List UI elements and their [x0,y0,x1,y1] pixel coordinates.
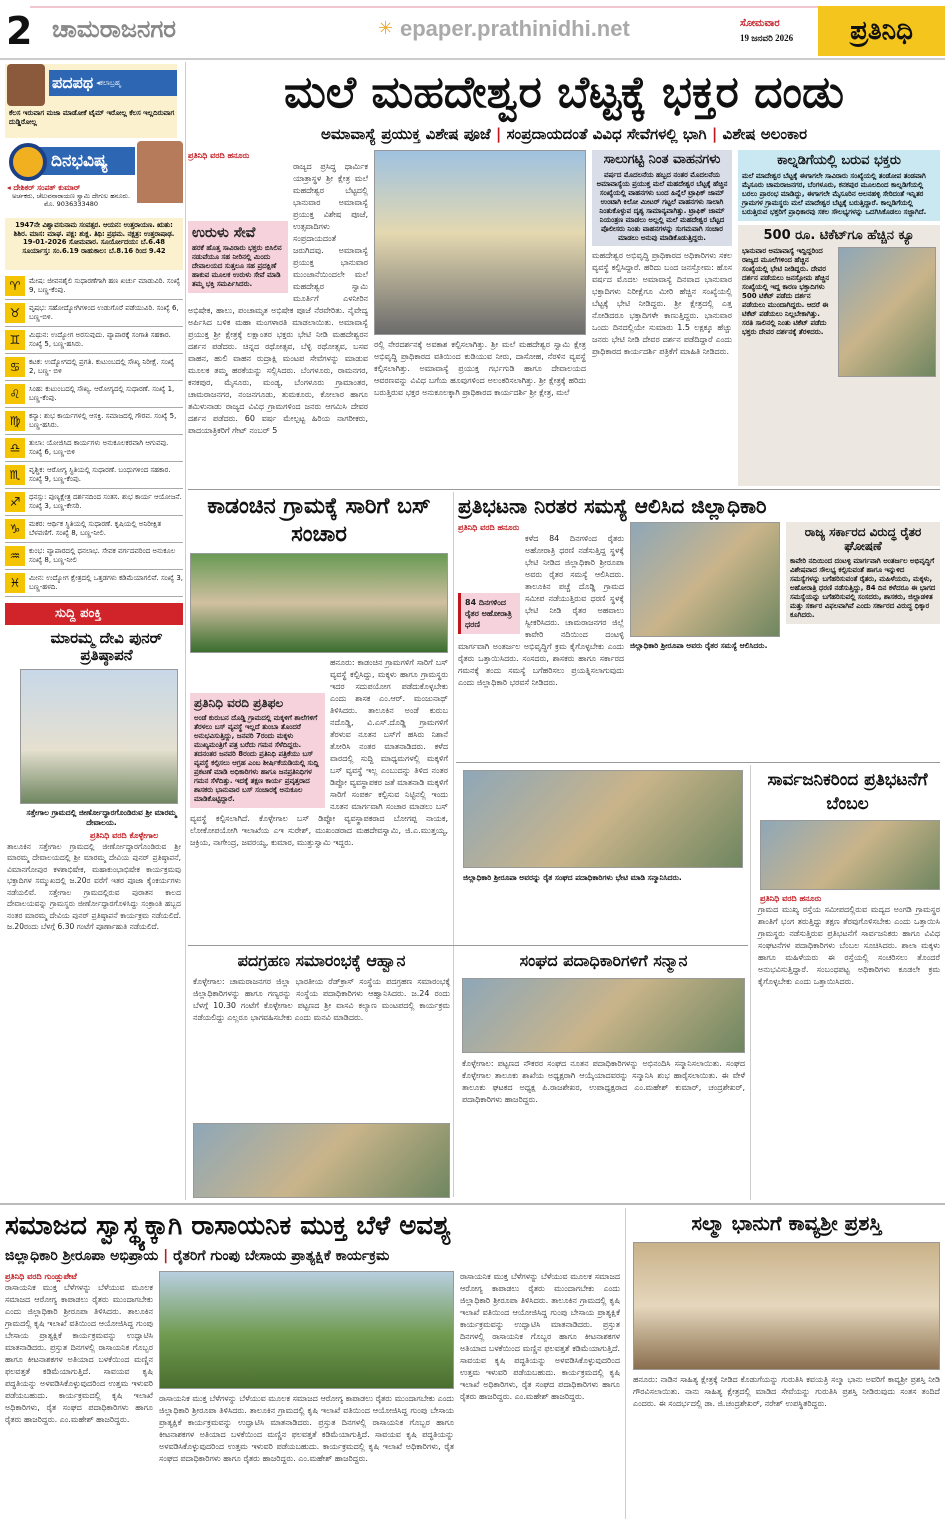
support-body: ಗ್ರಾಮದ ಮುಖ್ಯ ರಸ್ತೆಯ ಸಮೀಪದಲ್ಲಿರುವ ಮದ್ಯದ ಅಂಗಡಿ ಗ್ರಾಮಸ್ಥರ ಶಾಂತಿಗೆ ಭಂಗ ತರುತ್ತಿದ್ದು ತಕ್ಷಣ ತೆರವುಗೊಳಿಸಬೇಕು ಎಂದು ಒತ್ತಾಯಿಸಿ ಗ್ರಾಮಸ್ಥರು ನಡೆಸುತ್ತಿರುವ ಪ್ರತಿಭಟನೆಗೆ ಸಾರ್ವಜನಿಕರು ಹಾಗೂ ವಿವಿಧ ಸಂಘಟನೆಗಳ ಪದಾಧಿಕಾರಿಗಳು ಬೆಂಬಲ ಸೂಚಿಸಿದರು. ಶಾಲಾ ಮಕ್ಕಳು ಹಾಗೂ ಮಹಿಳೆಯರು ಈ ರಸ್ತೆಯಲ್ಲಿ ಸಂಚರಿಸಲು ತೊಂದರೆ ಅನುಭವಿಸುತ್ತಿದ್ದಾರೆ. ಸಂಬಂಧಪಟ್ಟ ಅಧಿಕಾರಿಗಳು ಕೂಡಲೇ ಕ್ರಮ ಕೈಗೊಳ್ಳಬೇಕು ಎಂದು ಒತ್ತಾಯಿಸಿದರು. [758,905,940,986]
support-photo [760,820,940,890]
suddi-label: ಸುದ್ದಿ ಪಂಕ್ತಿ [5,603,183,625]
subhead-1: ಅಮಾವಾಸ್ಯೆ ಪ್ರಯುಕ್ತ ವಿಶೇಷ ಪೂಜೆ [320,125,491,143]
horoscope-header [5,141,183,216]
lead-story [188,66,940,486]
zodiac-row [5,435,183,462]
padapatha-title: ಪದಪಥ [52,73,94,92]
zodiac-text: ಧನಸ್ಸು: ಪುಣ್ಯಕ್ಷೇತ್ರ ದರ್ಶನದಿಂದ ಸಂತಸ. ಶುಭ ಕಾರ್ಯ ಆಯೋಜನೆ. ಸಂಖ್ಯೆ 3, ಬಣ್ಣ-ಕೇಸರಿ. [29,493,182,510]
saalu-box [592,150,732,246]
zodiac-sign-icon: ♍ [5,411,25,431]
subhead-3: ವಿಶೇಷ ಅಲಂಕಾರ [722,125,807,143]
section-name: ಚಾಮರಾಜನಗರ [52,15,177,43]
organic-body-3: ರಾಸಾಯನಿಕ ಮುಕ್ತ ಬೆಳೆಗಳನ್ನು ಬೆಳೆಯುವ ಮೂಲಕ ಸಮಾಜದ ಆರೋಗ್ಯ ಕಾಪಾಡಲು ರೈತರು ಮುಂದಾಗಬೇಕು ಎಂದು ಜಿಲ್ಲಾಧಿಕಾರಿ ಶ್ರೀರೂಪಾ ತಿಳಿಸಿದರು. ತಾಲೂಕಿನ ಗ್ರಾಮದಲ್ಲಿ ಕೃಷಿ ಇಲಾಖೆ ವತಿಯಿಂದ ಆಯೋಜಿಸಿದ್ದ ಗುಂಪು ಬೇಸಾಯ ಪ್ರಾತ್ಯಕ್ಷಿಕೆ ಕಾರ್ಯಕ್ರಮವನ್ನು ಉದ್ಘಾಟಿಸಿ ಮಾತನಾಡಿದರು. ಪ್ರಸ್ತುತ ದಿನಗಳಲ್ಲಿ ರಾಸಾಯನಿಕ ಗೊಬ್ಬರ ಹಾಗೂ ಕೀಟನಾಶಕಗಳ ಅತಿಯಾದ ಬಳಕೆಯಿಂದ ಮಣ್ಣಿನ ಫಲವತ್ತತೆ ಕಡಿಮೆಯಾಗುತ್ತಿದೆ. ಸಾವಯವ ಕೃಷಿ ಪದ್ಧತಿಯನ್ನು ಅಳವಡಿಸಿಕೊಳ್ಳುವುದರಿಂದ ಉತ್ತಮ ಇಳುವರಿ ಪಡೆಯಬಹುದು. ಕಾರ್ಯಕ್ರಮದಲ್ಲಿ ಕೃಷಿ ಇಲಾಖೆ ಅಧಿಕಾರಿಗಳು, ರೈತ ಸಂಘದ ಪದಾಧಿಕಾರಿಗಳು ಹಾಗೂ ರೈತರು ಹಾಜರಿದ್ದರು. ಎಂ.ಮಹೇಶ್ ಹಾಜರಿದ್ದರು. [460,1272,620,1401]
invite-body: ಕೊಳ್ಳೇಗಾಲ: ಚಾಮರಾಜನಗರ ಜಿಲ್ಲಾ ಭಾರತೀಯ ರೆಡ್‌ಕ್ರಾಸ್ ಸಂಸ್ಥೆಯ ಪದಗ್ರಹಣ ಸಮಾರಂಭಕ್ಕೆ ಜಿಲ್ಲಾಧಿಕಾರಿಗಳನ್ನು ಹಾಗೂ ಗಣ್ಯರನ್ನು ಸಂಸ್ಥೆಯ ಪದಾಧಿಕಾರಿಗಳು ಆಹ್ವಾನಿಸಿದರು. ಜ.24 ರಂದು ಬೆಳಗ್ಗೆ 10.30 ಗಂಟೆಗೆ ಕೊಳ್ಳೇಗಾಲ ಪಟ್ಟಣದ ಶ್ರೀ ವಾಸವಿ ಕಲ್ಯಾಣ ಮಂಟಪದಲ್ಲಿ ಕಾರ್ಯಕ್ರಮ ನಡೆಯಲಿದ್ದು ಎಲ್ಲರೂ ಭಾಗವಹಿಸಬೇಕು ಎಂದು ಮನವಿ ಮಾಡಿದರು. [193,977,450,1022]
zodiac-row [5,462,183,489]
honor-body: ಕೊಳ್ಳೇಗಾಲ: ಪಟ್ಟಣದ ನೌಕರರ ಸಂಘದ ನೂತನ ಪದಾಧಿಕಾರಿಗಳನ್ನು ಅಭಿನಂದಿಸಿ ಸನ್ಮಾನಿಸಲಾಯಿತು. ಸಂಘದ ಕೊಳ್ಳೇಗಾಲ ತಾಲೂಕು ಶಾಖೆಯ ಅಧ್ಯಕ್ಷರಾಗಿ ಆಯ್ಕೆಯಾದವರನ್ನು ಸನ್ಮಾನಿಸಿ ಶುಭ ಹಾರೈಸಲಾಯಿತು. ಈ ವೇಳೆ ತಾಲೂಕು ಘಟಕದ ಅಧ್ಯಕ್ಷ ಪಿ.ರಾಜಶೇಖರ, ಉಪಾಧ್ಯಕ್ಷರಾದ ಎಂ.ಮಹೇಶ್ ಕುಮಾರ್, ಚಂದ್ರಶೇಖರ್, ಪದಾಧಿಕಾರಿಗಳು ಹಾಜರಿದ್ದರು. [462,1059,745,1104]
bus-headline: ಕಾಡಂಚಿನ ಗ್ರಾಮಕ್ಕೆ ಸಾರಿಗೆ ಬಸ್ ಸಂಚಾರ [207,494,431,547]
award-photo [633,1242,940,1370]
lead-subhead: ಅಮಾವಾಸ್ಯೆ ಪ್ರಯುಕ್ತ ವಿಶೇಷ ಪೂಜೆ | ಸಂಪ್ರದಾಯದಂತೆ ವಿವಿಧ ಸೇವೆಗಳಲ್ಲಿ ಭಾಗಿ | ವಿಶೇಷ ಅಲಂಕಾರ [320,125,807,143]
zodiac-text: ಮಿಥುನ: ಉದ್ಯೋಗ ಅರಸುವುದು. ವ್ಯಾಪಾರಕ್ಕೆ ಸಂಗಾತಿ ಸಹಕಾರ. ಸಂಖ್ಯೆ 5, ಬಣ್ಣ-ಹಸಿರು. [29,331,171,348]
urulu-title: ಉರುಳು ಸೇವೆ [192,225,256,241]
panchang: 1947ನೇ ವಿಶ್ವಾವಸುನಾಮ ಸಂವತ್ಸರ. ಆಯನ: ಉತ್ತರಾಯಣ. ಋತು: ಶಿಶಿರ. ಮಾಸ: ಮಾಘ. ಪಕ್ಷ: ಶುಕ್ಲ. ತಿಥಿ: ಪ್ರಥಮ. ನಕ್ಷತ್ರ: ಉತ್ತರಾಷಾಢ. 19-01-2026 ಸೋಮವಾರ. ಸೂರ್ಯೋದಯ: ಬೆ.6.48 ಸೂರ್ಯಾಸ್ತ: ಸಂ.6.19 ರಾಹುಕಾಲ: ಬೆ.8.16 ರಿಂದ 9.42 [5,218,183,270]
zodiac-text: ಮೀನ: ಉದ್ಯೋಗ ಕ್ಷೇತ್ರದಲ್ಲಿ ಒತ್ತಡಗಳು ಕಡಿಮೆಯಾಗಲಿವೆ. ಸಂಖ್ಯೆ 3, ಬಣ್ಣ-ಹಳದಿ. [29,574,183,591]
ticket-box [738,225,940,486]
subhead-2: ಸಂಪ್ರದಾಯದಂತೆ ವಿವಿಧ ಸೇವೆಗಳಲ್ಲಿ ಭಾಗಿ [506,125,707,143]
zodiac-row [5,327,183,354]
bus-body-column [190,657,448,943]
day: ಸೋಮವಾರ [740,18,780,29]
zodiac-text: ಕುಂಭ: ವ್ಯಾಪಾರದಲ್ಲಿ ಧನಲಾಭ. ಸೇವಕ ವರ್ಗದವರಿಂದ ಅನುಕೂಲ ಸಂಖ್ಯೆ 8, ಬಣ್ಣ-ನೀಲಿ [29,547,176,564]
invite-story [193,950,450,1198]
suddi-section [5,603,183,1200]
support-story [755,768,940,1200]
zodiac-text: ವೃಶ್ಚಿಕ: ಆರೋಗ್ಯ ಸ್ಥಿತಿಯಲ್ಲಿ ಸುಧಾರಣೆ. ಬಂಧುಗಳಿಂದ ಸಹಕಾರ. ಸಂಖ್ಯೆ 9, ಬಣ್ಣ-ಕೆಂಪು. [29,466,171,483]
suddi-byline: ಪ್ರತಿನಿಧಿ ವರದಿ ಕೊಳ್ಳೇಗಾಲ [90,830,159,840]
organic-body-2: ರಾಸಾಯನಿಕ ಮುಕ್ತ ಬೆಳೆಗಳನ್ನು ಬೆಳೆಯುವ ಮೂಲಕ ಸಮಾಜದ ಆರೋಗ್ಯ ಕಾಪಾಡಲು ರೈತರು ಮುಂದಾಗಬೇಕು ಎಂದು ಜಿಲ್ಲಾಧಿಕಾರಿ ಶ್ರೀರೂಪಾ ತಿಳಿಸಿದರು. ತಾಲೂಕಿನ ಗ್ರಾಮದಲ್ಲಿ ಕೃಷಿ ಇಲಾಖೆ ವತಿಯಿಂದ ಆಯೋಜಿಸಿದ್ದ ಗುಂಪು ಬೇಸಾಯ ಪ್ರಾತ್ಯಕ್ಷಿಕೆ ಕಾರ್ಯಕ್ರಮವನ್ನು ಉದ್ಘಾಟಿಸಿ ಮಾತನಾಡಿದರು. ಪ್ರಸ್ತುತ ದಿನಗಳಲ್ಲಿ ರಾಸಾಯನಿಕ ಗೊಬ್ಬರ ಹಾಗೂ ಕೀಟನಾಶಕಗಳ ಅತಿಯಾದ ಬಳಕೆಯಿಂದ ಮಣ್ಣಿನ ಫಲವತ್ತತೆ ಕಡಿಮೆಯಾಗುತ್ತಿದೆ. ಸಾವಯವ ಕೃಷಿ ಪದ್ಧತಿಯನ್ನು ಅಳವಡಿಸಿಕೊಳ್ಳುವುದರಿಂದ ಉತ್ತಮ ಇಳುವರಿ ಪಡೆಯಬಹುದು. ಕಾರ್ಯಕ್ರಮದಲ್ಲಿ ಕೃಷಿ ಇಲಾಖೆ ಅಧಿಕಾರಿಗಳು, ರೈತ ಸಂಘದ ಪದಾಧಿಕಾರಿಗಳು ಹಾಗೂ ರೈತರು ಹಾಜರಿದ್ದರು. ಎಂ.ಮಹೇಶ್ ಹಾಜರಿದ್ದರು. [159,1394,454,1463]
bus-body: ಹನೂರು: ಕಾಡಂಚಿನ ಗ್ರಾಮಗಳಿಗೆ ಸಾರಿಗೆ ಬಸ್ ವ್ಯವಸ್ಥೆ ಕಲ್ಪಿಸಿದ್ದು, ಮಕ್ಕಳು ಹಾಗೂ ಗ್ರಾಮಸ್ಥರು ಇದರ ಸದುಪಯೋಗ ಪಡೆದುಕೊಳ್ಳಬೇಕು ಎಂದು ಶಾಸಕ ಎಂ.ಆರ್. ಮಂಜುನಾಥ್ ತಿಳಿಸಿದರು. ತಾಲೂಕಿನ ಅಂಡೆ ಕುರುಬ ನದೊಡ್ಡಿ, ವಿ.ಎಸ್.ದೊಡ್ಡಿ ಗ್ರಾಮಗಳಿಗೆ ತೆರಳುವ ನೂತನ ಬಸ್‌ಗೆ ಹಸಿರು ನಿಶಾನೆ ತೋರಿಸಿ ನಂತರ ಮಾತನಾಡಿದರು. ಕಳೆದ ವಾರದಲ್ಲಿ ಸುದ್ದಿ ಮಾಧ್ಯಮಗಳಲ್ಲಿ ಮಕ್ಕಳಿಗೆ ಬಸ್ ವ್ಯವಸ್ಥೆ ಇಲ್ಲ ಎಂಬುದನ್ನು ತಿಳಿದ ನಂತರ ಡಿಪ್ಪೋ ವ್ಯವಸ್ಥಾಪಕರ ಜತೆ ಮಾತನಾಡಿ ಮಕ್ಕಳಿಗೆ ಸಾರಿಗೆ ಸಂಪರ್ಕ ಕಲ್ಪಿಸುವ ನಿಟ್ಟಿನಲ್ಲಿ ಇಂದು ನೂತನ ಮಾರ್ಗವಾಗಿ ಸಂಚಾರ ಮಾಡಲು ಬಸ್ ವ್ಯವಸ್ಥೆ ಕಲ್ಪಿಸಲಾಗಿದೆ. ಕೊಳ್ಳೇಗಾಲ ಬಸ್ ಡಿಪ್ಪೋ ವ್ಯವಸ್ಥಾಪಕರಾದ ಬೋಗಪ್ಪ ನಾಯಕ, ಲೋಕೋಪಯೋಗಿ ಇಲಾಖೆಯ ಎಇ ಸುರೇಶ್, ಮುಖಂಡರಾದ ಮಹದೇವಸ್ವಾಮಿ, ಜಿ.ಎ.ಮುತ್ತಯ್ಯ, ಜಕ್ರಿಯ, ನಾಗೇಂದ್ರ, ಜವರಯ್ಯ, ಕುಮಾರ, ಮುತ್ತುಸ್ವಾಮಿ ಇದ್ದರು. [190,658,448,847]
zodiac-row [5,570,183,597]
bus-story [190,493,448,943]
zodiac-text: ಮೇಷ: ಜೀವನಶೈಲಿ ಸುಧಾರಣೆಗಾಗಿ ಹಣ ಖರ್ಚು ಮಾಡುವಿರಿ. ಸಂಖ್ಯೆ 9, ಬಣ್ಣ-ಕೆಂಪು. [29,277,181,294]
zodiac-text: ಕನ್ಯಾ: ಶುಭ ಕಾರ್ಯಗಳಲ್ಲಿ ಆಸಕ್ತಿ. ಸಮಾಜದಲ್ಲಿ ಗೌರವ. ಸಂಖ್ಯೆ 5, ಬಣ್ಣ-ಹಸಿರು. [29,412,177,429]
zodiac-row [5,273,183,300]
support-byline: ಪ್ರತಿನಿಧಿ ವರದಿ ಹನೂರು [760,894,822,903]
award-story [633,1208,940,1517]
page-number: 2 [6,10,33,52]
meeting-photo [463,770,743,868]
kaal-box [738,150,940,221]
zodiac-text: ಕಟಕ: ಉದ್ಯೋಗದಲ್ಲಿ ಪ್ರಗತಿ. ಕುಟುಂಬದಲ್ಲಿ ಸೌಖ್ಯ ನಿರೀಕ್ಷೆ. ಸಂಖ್ಯೆ 2, ಬಣ್ಣ- ಬಿಳಿ [29,358,175,375]
zodiac-sign-icon: ♏ [5,465,25,485]
organic-story [5,1208,620,1517]
farm-photo [159,1271,454,1389]
suddi-body: ತಾಲೂಕಿನ ಸತ್ತೇಗಾಲ ಗ್ರಾಮದಲ್ಲಿ ಜೀರ್ಣೋದ್ಧಾರಗೊಂಡಿರುವ ಶ್ರೀ ಮಾರಮ್ಮ ದೇವಾಲಯದಲ್ಲಿ ಶ್ರೀ ಮಾರಮ್ಮ ದೇವಿಯ ಪುನರ್ ಪ್ರತಿಷ್ಠಾಪನೆ, ವಿಮಾನಗೋಪುರ ಕಳಶಾಭಿಷೇಕ, ಮಹಾಕುಂಭಾಭಿಷೇಕ ಕಾರ್ಯಕ್ರಮವು ಭಕ್ತಾದಿಗಳ ಸಮ್ಮುಖದಲ್ಲಿ ಜ.20ರ ವರೆಗೆ ಇತರ ಪೂಜಾ ಕೈಂಕರ್ಯಗಳು ನಡೆಯಲಿವೆ. ಸತ್ತೇಗಾಲ ಗ್ರಾಮದಲ್ಲಿರುವ ಪುರಾತನ ಕಾಲದ ದೇವಾಲಯವನ್ನು ಗ್ರಾಮಸ್ಥರು ಜೀರ್ಣೋದ್ಧಾರಗೊಳಿಸಿದ್ದು ಸಂಕ್ರಾಂತಿ ಹಬ್ಬದ ನಂತರ ಮಾರಮ್ಮ ದೇವಿಯ ಪುನರ್ ಪ್ರತಿಷ್ಠಾಪನೆ ಕಾರ್ಯಕ್ರಮ ನಡೆಯಲಿದೆ. ಜ.20ರಂದು ಬೆಳಗ್ಗೆ 6.30 ಗಂಟೆಗೆ ಪೂರ್ಣಾಹುತಿ ನಡೆಯಲಿದೆ. [7,841,181,931]
zodiac-row [5,354,183,381]
zodiac-sign-icon: ♎ [5,438,25,458]
kaal-text: ಮಲೆ ಮಾದೇಶ್ವರ ಬೆಟ್ಟಕ್ಕೆ ಈಗಾಗಲೇ ಸಾವಿರಾರು ಸಂಖ್ಯೆಯಲ್ಲಿ ತಂಡೋಪ ತಂಡವಾಗಿ ಮೈಸೂರು ಚಾಮರಾಜನಗರ, ಬೆಂಗಳೂರು, ಕನಕಪುರ ಮೂಲದಿಂದ ಕಾಲ್ನಡಿಗೆಯಲ್ಲಿ ಬರಲು ಪ್ರಾರಂಭ ಮಾಡಿದ್ದು, ಈಗಾಗಲೇ ಮೈಸೂರಿನ ಆಲನಹಳ್ಳಿ ಸೇರಿದಂತೆ ಇನ್ನಿತರ ಗ್ರಾಮಗಳ ಗ್ರಾಮಸ್ಥರು ಮಲೆ ಮಾದೇಶ್ವರ ಬೆಟ್ಟಕ್ಕೆ ಬರುತ್ತಿದ್ದಾರೆ. ಕಾಲ್ನಡಿಗೆಯಲ್ಲಿ ಬರುತ್ತಿರುವ ಭಕ್ತರಿಗೆ ಪ್ರಾಧಿಕಾರವು ಸಕಲ ಸೌಲಭ್ಯಗಳನ್ನು ಒದಗಿಸಿಕೊಡಲು ಸಜ್ಜಾಗಿದೆ. [742,171,927,216]
epaper-url[interactable]: epaper.prathinidhi.net [400,16,630,41]
zodiac-row [5,300,183,327]
zodiac-sign-icon: ♌ [5,384,25,404]
award-body: ಹನೂರು: ನಾಡಿನ ಸಾಹಿತ್ಯ ಕ್ಷೇತ್ರಕ್ಕೆ ನೀಡಿದ ಕೊಡುಗೆಯನ್ನು ಗುರುತಿಸಿ ಕವಯತ್ರಿ ಸಲ್ಮಾ ಭಾನು ಅವರಿಗೆ ಕಾವ್ಯಶ್ರೀ ಪ್ರಶಸ್ತಿ ನೀಡಿ ಗೌರವಿಸಲಾಯಿತು. ನಾನು ಸಾಹಿತ್ಯ ಕ್ಷೇತ್ರದಲ್ಲಿ ಮಾಡಿದ ಸೇವೆಯನ್ನು ಗುರುತಿಸಿ ಪ್ರಶಸ್ತಿ ನೀಡಿರುವುದು ಸಂತಸ ತಂದಿದೆ ಎಂದರು. ಈ ಸಂದರ್ಭದಲ್ಲಿ ಡಾ. ಜಿ.ಚಂದ್ರಶೇಖರ್, ನರೇಶ್ ಉಪಸ್ಥಿತರಿದ್ದರು. [633,1375,940,1408]
zodiac-sign-icon: ♈ [5,276,25,296]
invite-photo [193,1123,450,1198]
kaal-title: ಕಾಲ್ನಡಿಗೆಯಲ್ಲಿ ಬರುವ ಭಕ್ತರು [777,153,901,168]
bus-photo [190,553,448,653]
protest-caption: ಜಿಲ್ಲಾಧಿಕಾರಿ ಶ್ರೀರೂಪಾ ಅವರು ರೈತರ ಸಮಸ್ಯೆ ಆಲಿಸಿದರು. [630,641,768,650]
invite-headline: ಪದಗ್ರಹಣ ಸಮಾರಂಭಕ್ಕೆ ಆಹ್ವಾನ [237,951,406,970]
suddi-caption: ಸತ್ತೇಗಾಲ ಗ್ರಾಮದಲ್ಲಿ ಜೀರ್ಣೋದ್ಧಾರಗೊಂಡಿರುವ ಶ್ರೀ ಮಾರಮ್ಮ ದೇವಾಲಯ. [26,807,177,827]
padapatha-quote: ಕೆಲಸ ಇರುವಾಗ ಮಜಾ ಮಾಡೋಕೆ ಟೈಮ್ ಇರೋಲ್ಲ ಕೆಲಸ ಇಲ್ಲದಿರುವಾಗ ದುಡ್ಡಿರೋಲ್ಲ [9,109,175,126]
queue-photo [838,247,936,377]
zodiac-sign-icon: ♓ [5,573,25,593]
zodiac-text: ಮಕರ: ಆರ್ಥಿಕ ಸ್ಥಿತಿಯಲ್ಲಿ ಸುಧಾರಣೆ. ಕೃಷಿಯಲ್ಲಿ ಅನಿರೀಕ್ಷಿತ ಬೆಳವಣಿಗೆ. ಸಂಖ್ಯೆ 8, ಬಣ್ಣ-ನೀಲಿ. [29,520,162,537]
honor-photo [462,978,745,1053]
sparkle-icon: ✳ [378,18,394,39]
award-headline: ಸಲ್ಮಾ ಭಾನುಗೆ ಕಾವ್ಯಶ್ರೀ ಪ್ರಶಸ್ತಿ [691,1211,882,1235]
urulu-box [188,221,288,293]
lead-body-1: ರಾಜ್ಯದ ಪ್ರಸಿದ್ಧ ಧಾರ್ಮಿಕ ಯಾತ್ರಾಸ್ಥಳ ಶ್ರೀ ಕ್ಷೇತ್ರ ಮಲೆ ಮಹದೇಶ್ವರ ಬೆಟ್ಟದಲ್ಲಿ ಭಾನುವಾರ ಅಮಾವಾಸ್ಯೆ ಪ್ರಯುಕ್ತ ವಿಶೇಷ ಪೂಜೆ, ಉತ್ಸವಾದಿಗಳು ಸಂಪ್ರದಾಯದಂತೆ ಜರುಗಿದವು. ಅಮಾವಾಸ್ಯೆ ಪ್ರಯುಕ್ತ ಭಾನುವಾರ ಮುಂಜಾನೆಯಿಂದಲೇ ಮಲೆ ಮಹದೇಶ್ವರ ಸ್ವಾಮಿ ಮೂರ್ತಿಗೆ ಎಳನೀರಿನ ಅಭಿಷೇಕ, ಹಾಲು, ಪಂಚಾಮೃತ ಅಭಿಷೇಕ ಪೂಜೆ ನೆರವೇರಿತು. ನೈವೇದ್ಯ ಅರ್ಪಿಸಿದ ಬಳಿಕ ಮಹಾ ಮಂಗಳಾರತಿ ಮಾಡಲಾಯಿತು. ಅಮಾವಾಸ್ಯೆ ಪ್ರಯುಕ್ತ ಶ್ರೀ ಕ್ಷೇತ್ರಕ್ಕೆ ಲಕ್ಷಾಂತರ ಭಕ್ತರು ಭೇಟಿ ನೀಡಿ ಮಹದೇಶ್ವರನ ದರ್ಶನ ಪಡೆದರು. ಚಿನ್ನದ ರಥೋತ್ಸವ, ಬೆಳ್ಳಿ ರಥೋತ್ಸವ, ಬಸವ ವಾಹನ, ಹುಲಿ ವಾಹನ ರುದ್ರಾಕ್ಷಿ ಮಂಟಪ ಸೇವೆಗಳನ್ನು ಮಾಡುವ ಮೂಲಕ ತಮ್ಮ ಹರಕೆಯನ್ನು ಸಲ್ಲಿಸಿದರು. ಬೆಂಗಳೂರು, ರಾಮನಗರ, ಕನಕಪುರ, ಮೈಸೂರು, ಮಂಡ್ಯ, ಬೆಂಗಳೂರು ಗ್ರಾಮಾಂತರ, ಚಾಮರಾಜನಗರ, ನಂಜನಗೂಡು, ತುಮಕೂರು, ಕೋಲಾರ ಹಾಗೂ ತಮಿಳುನಾಡು ರಾಜ್ಯದ ವಿವಿಧ ಗ್ರಾಮಗಳಿಂದ ಜನರು ಆಗಮಿಸಿ ದೇವರ ದರ್ಶನ ಪಡೆದರು. 60 ವರ್ಷ ಮೇಲ್ಪಟ್ಟ ಹಿರಿಯ ನಾಗರೀಕರು, ಪಾದಯಾತ್ರಿಕರಿಗೆ ಗೇಟ್ ನಂಬರ್ 5 [188,162,368,435]
farmers-slogan-box [786,522,940,624]
saalu-title: ಸಾಲುಗಟ್ಟಿ ನಿಂತ ವಾಹನಗಳು [603,152,721,167]
zodiac-sign-icon: ♒ [5,546,25,566]
date: 19 ಜನವರಿ 2026 [740,33,794,43]
newspaper-logo: ಪ್ರತಿನಿಧಿ [818,6,945,56]
farmers-box-text: ಕಾವೇರಿ ನದಿಯಿಂದ ದಂಟಳ್ಳಿ ಮಾರ್ಗವಾಗಿ ಅಂತರ್ಜಲ ಅಭಿವೃದ್ಧಿಗೆ ವಿಶೇಷವಾದ ಸೌಲಭ್ಯ ಕಲ್ಪಿಸುವಂತೆ ಹಾಗೂ ಇನ್ನುಳಿದ ಸಮಸ್ಯೆಗಳನ್ನು ಬಗೆಹರಿಸುವಂತೆ ರೈತರು, ಮಹಿಳೆಯರು, ಮಕ್ಕಳು, ಅಹೋರಾತ್ರಿ ಧರಣಿ ನಡೆಸುತ್ತಿದ್ದು, 84 ದಿನ ಕಳೆದರೂ ಈ ಭಾಗದ ಸಮಸ್ಯೆಯನ್ನು ಬಗೆಹರಿಸುವಲ್ಲಿ ಸಂಸದರು, ಶಾಸಕರು, ಜಿಲ್ಲಾಡಳಿತ ಮತ್ತು ಸರ್ಕಾರ ವಿಫಲವಾಗಿವೆ ಎಂದು ಸರ್ಕಾರದ ವಿರುದ್ಧ ಧಿಕ್ಕಾರ ಕೂಗಿದರು. [790,556,936,619]
zodiac-sign-icon: ♊ [5,330,25,350]
lead-body-1-column [188,161,368,486]
zodiac-row [5,381,183,408]
protest-photo [630,522,780,637]
protest-story [458,493,940,759]
lead-headline: ಮಲೆ ಮಹದೇಶ್ವರ ಬೆಟ್ಟಕ್ಕೆ ಭಕ್ತರ ದಂಡು [283,67,845,118]
padapatha-tag: ◂ಕಲಾಬ್ರಹ್ಮ [96,78,121,87]
protest-badge [458,593,520,634]
badge-text: 84 ದಿನಗಳಿಂದ ರೈತರ ಅಹೋರಾತ್ರಿ ಧರಣಿ [465,598,512,629]
author-photo [7,64,45,106]
organic-headline: ಸಮಾಜದ ಸ್ವಾಸ್ಥ್ಯಕ್ಕಾಗಿ ರಾಸಾಯನಿಕ ಮುಕ್ತ ಬೆಳೆ ಅವಶ್ಯ [5,1211,451,1241]
organic-body-1: ರಾಸಾಯನಿಕ ಮುಕ್ತ ಬೆಳೆಗಳನ್ನು ಬೆಳೆಯುವ ಮೂಲಕ ಸಮಾಜದ ಆರೋಗ್ಯ ಕಾಪಾಡಲು ರೈತರು ಮುಂದಾಗಬೇಕು ಎಂದು ಜಿಲ್ಲಾಧಿಕಾರಿ ಶ್ರೀರೂಪಾ ತಿಳಿಸಿದರು. ತಾಲೂಕಿನ ಗ್ರಾಮದಲ್ಲಿ ಕೃಷಿ ಇಲಾಖೆ ವತಿಯಿಂದ ಆಯೋಜಿಸಿದ್ದ ಗುಂಪು ಬೇಸಾಯ ಪ್ರಾತ್ಯಕ್ಷಿಕೆ ಕಾರ್ಯಕ್ರಮವನ್ನು ಉದ್ಘಾಟಿಸಿ ಮಾತನಾಡಿದರು. ಪ್ರಸ್ತುತ ದಿನಗಳಲ್ಲಿ ರಾಸಾಯನಿಕ ಗೊಬ್ಬರ ಹಾಗೂ ಕೀಟನಾಶಕಗಳ ಅತಿಯಾದ ಬಳಕೆಯಿಂದ ಮಣ್ಣಿನ ಫಲವತ್ತತೆ ಕಡಿಮೆಯಾಗುತ್ತಿದೆ. ಸಾವಯವ ಕೃಷಿ ಪದ್ಧತಿಯನ್ನು ಅಳವಡಿಸಿಕೊಳ್ಳುವುದರಿಂದ ಉತ್ತಮ ಇಳುವರಿ ಪಡೆಯಬಹುದು. ಕಾರ್ಯಕ್ರಮದಲ್ಲಿ ಕೃಷಿ ಇಲಾಖೆ ಅಧಿಕಾರಿಗಳು, ರೈತ ಸಂಘದ ಪದಾಧಿಕಾರಿಗಳು ಹಾಗೂ ರೈತರು ಹಾಜರಿದ್ದರು. ಎಂ.ಮಹೇಶ್ ಹಾಜರಿದ್ದರು. [5,1283,153,1424]
padapatha-box [5,64,177,138]
farmers-box-title: ರಾಜ್ಯ ಸರ್ಕಾರದ ವಿರುದ್ಧ ರೈತರ ಘೋಷಣೆ [804,525,922,553]
organic-sub-1: ಜಿಲ್ಲಾಧಿಕಾರಿ ಶ್ರೀರೂಪಾ ಅಭಿಪ್ರಾಯ [5,1248,159,1264]
astrologer-photo [137,141,183,203]
zodiac-sign-icon: ♑ [5,519,25,539]
honor-story [462,950,745,1198]
honor-headline: ಸಂಘದ ಪದಾಧಿಕಾರಿಗಳಿಗೆ ಸನ್ಮಾನ [519,951,688,970]
astrologer-name: ◂ ದೇಶಿಕರ್ ಸಂಪತ್ ಕುಮಾರ್ [7,183,81,192]
temple-photo [20,669,178,804]
meeting-caption: ಜಿಲ್ಲಾಧಿಕಾರಿ ಶ್ರೀರೂಪಾ ಅವರನ್ನು ರೈತ ಸಂಘದ ಪದಾಧಿಕಾರಿಗಳು ಭೇಟಿ ಮಾಡಿ ಸನ್ಮಾನಿಸಿದರು. [463,873,682,882]
horoscope-title: ದಿನಭವಿಷ್ಯ [51,151,108,171]
lead-body-3: ಮಹದೇಶ್ವರ ಅಭಿವೃದ್ಧಿ ಪ್ರಾಧಿಕಾರದ ಅಧಿಕಾರಿಗಳು ಸಕಲ ವ್ಯವಸ್ಥೆ ಕಲ್ಪಿಸಿದ್ದಾರೆ. ಹರಿದು ಬಂದ ಜನಸ್ತೋಮ: ಹೊಸ ವರ್ಷದ ಮೊದಲ ಅಮಾವಾಸ್ಯೆ ದಿನವಾದ ಭಾನುವಾರ ಭಕ್ತಾದಿಗಳು ನಿರೀಕ್ಷೆಗೂ ಮೀರಿ ಹೆಚ್ಚಿನ ಸಂಖ್ಯೆಯಲ್ಲಿ ಬೆಟ್ಟಕ್ಕೆ ಭೇಟಿ ನೀಡಿದ್ದರು. ಶ್ರೀ ಕ್ಷೇತ್ರದಲ್ಲಿ ಎತ್ತ ನೋಡಿದರೂ ಭಕ್ತಾದಿಗಳೇ ಕಾಣುತ್ತಿದ್ದರು. ಭಾನುವಾರ ಒಂದು ದಿನದಲ್ಲಿಯೇ ಸುಮಾರು 1.5 ಲಕ್ಷಕ್ಕೂ ಹೆಚ್ಚು ಜನರು ಭೇಟಿ ನೀಡಿ ದೇವರ ದರ್ಶನ ಪಡೆದಿದ್ದಾರೆ ಎಂದು ಪ್ರಾಧಿಕಾರದ ಕಾರ್ಯದರ್ಶಿ ಪತ್ರಿಕೆಗೆ ಮಾಹಿತಿ ನೀಡಿದರು. [592,250,732,356]
bus-report-box [190,693,325,808]
organic-subhead: ಜಿಲ್ಲಾಧಿಕಾರಿ ಶ್ರೀರೂಪಾ ಅಭಿಪ್ರಾಯ | ರೈತರಿಗೆ ಗುಂಪು ಬೇಸಾಯ ಪ್ರಾತ್ಯಕ್ಷಿಕೆ ಕಾರ್ಯಕ್ರಮ [5,1248,390,1264]
zodiac-row [5,489,183,516]
zodiac-sign-icon: ♐ [5,492,25,512]
report-box-title: ಪ್ರತಿನಿಧಿ ವರದಿ ಪ್ರತಿಫಲ [194,696,284,710]
protest-body-column [458,533,624,759]
lead-body-2: ರಲ್ಲಿ ನೇರದರ್ಶನಕ್ಕೆ ಅವಕಾಶ ಕಲ್ಪಿಸಲಾಗಿತ್ತು. ಶ್ರೀ ಮಲೆ ಮಹದೇಶ್ವರ ಸ್ವಾಮಿ ಕ್ಷೇತ್ರ ಅಭಿವೃದ್ಧಿ ಪ್ರಾಧಿಕಾರದ ವತಿಯಿಂದ ಕುಡಿಯುವ ನೀರು, ದಾಸೋಹ, ನೆರಳಿನ ವ್ಯವಸ್ಥೆ ಕಲ್ಪಿಸಲಾಗಿತ್ತು. ಅಮಾವಾಸ್ಯೆ ಪ್ರಯುಕ್ತ ಗರ್ಭಗುಡಿ ಹಾಗೂ ದೇವಾಲಯದ ಆವರಣವನ್ನು ವಿವಿಧ ಬಗೆಯ ಹೂವುಗಳಿಂದ ಅಲಂಕರಿಸಲಾಗಿತ್ತು. ಶ್ರೀ ಕ್ಷೇತ್ರಕ್ಕೆ ಹರಿದು ಬರುತ್ತಿರುವ ಭಕ್ತರ ಅನುಕೂಲಕ್ಕಾಗಿ ಪ್ರಾಧಿಕಾರದ ಕಾರ್ಯದರ್ಶಿ ಶ್ರೀ ಕ್ಷೇತ್ರ, ಮಲೆ [374,340,586,397]
ticket-text: ಭಾನುವಾರ ಅಮಾವಾಸ್ಯೆ ಇದ್ದಿದ್ದರಿಂದ ರಾಜ್ಯದ ಮೂಲೆಗಳಿಂದ ಹೆಚ್ಚಿನ ಸಂಖ್ಯೆಯಲ್ಲಿ ಭೇಟಿ ನೀಡಿದ್ದರು. ದೇವರ ದರ್ಶನ ಪಡೆಯಲು ಜನಸ್ತೋಮ ಹೆಚ್ಚಿನ ಸಂಖ್ಯೆಯಲ್ಲಿ ಇದ್ದ ಕಾರಣ ಭಕ್ತಾದಿಗಳು 500 ಟಿಕೆಟ್ ಪಡೆದು ದರ್ಶನ ಪಡೆಯಲು ಮುಂದಾಗಿದ್ದರು. ಆದರೆ ಈ ಟಿಕೆಟ್ ಪಡೆಯಲು ನಿಲ್ಲಬೇಕಾಗಿತ್ತು. ಸರತಿ ಸಾಲಿನಲ್ಲಿ ನಿಂತು ಟಿಕೆಟ್ ಪಡೆದು ಭಕ್ತರು ದೇವರ ದರ್ಶನಕ್ಕೆ ತೆರಳಿದರು. [742,246,830,336]
suddi-title: ಮಾರಮ್ಮ ದೇವಿ ಪುನರ್ ಪ್ರತಿಷ್ಠಾಪನೆ [50,629,163,665]
organic-sub-2: ರೈತರಿಗೆ ಗುಂಪು ಬೇಸಾಯ ಪ್ರಾತ್ಯಕ್ಷಿಕೆ ಕಾರ್ಯಕ್ರಮ [173,1248,390,1264]
protest-body: ಕಳೆದ 84 ದಿನಗಳಿಂದ ರೈತರು ಅಹೋರಾತ್ರಿ ಧರಣಿ ನಡೆಸುತ್ತಿದ್ದ ಸ್ಥಳಕ್ಕೆ ಭೇಟಿ ನೀಡಿದ ಜಿಲ್ಲಾಧಿಕಾರಿ ಶ್ರೀರೂಪಾ ಅವರು ರೈತರ ಸಮಸ್ಯೆ ಆಲಿಸಿದರು. ತಾಲೂಕಿನ ಪಚ್ಚೆ ದೊಡ್ಡಿ ಗ್ರಾಮದ ಸಮೀಪ ನಡೆಯುತ್ತಿರುವ ಧರಣಿ ಸ್ಥಳಕ್ಕೆ ಭೇಟಿ ನೀಡಿ ರೈತರ ಅಹವಾಲು ಸ್ವೀಕರಿಸಿದರು. ಚಾಮರಾಜನಗರ ಜಿಲ್ಲೆ ಕಾವೇರಿ ನದಿಯಿಂದ ದಂಟಳ್ಳಿ ಮಾರ್ಗವಾಗಿ ಅಂತರ್ಜಲ ಅಭಿವೃದ್ಧಿಗೆ ಕ್ರಮ ಕೈಗೊಳ್ಳಬೇಕು ಎಂದು ರೈತರು ಒತ್ತಾಯಿಸಿದರು. ಸಂಸದರು, ಶಾಸಕರು ಹಾಗೂ ಸರ್ಕಾರದ ಗಮನಕ್ಕೆ ತಂದು ಸಮಸ್ಯೆ ಬಗೆಹರಿಸಲು ಪ್ರಯತ್ನಿಸಲಾಗುವುದು ಎಂದು ಜಿಲ್ಲಾಧಿಕಾರಿ ಭರವಸೆ ನೀಡಿದರು. [458,534,624,687]
saalu-text: ವರ್ಷದ ಮೊದಲನೆಯ ಹಬ್ಬದ ನಂತರ ಮೊದಲನೆಯ ಅಮಾವಾಸ್ಯೆಯ ಪ್ರಯುಕ್ತ ಮಲೆ ಮಹದೇಶ್ವರ ಬೆಟ್ಟಕ್ಕೆ ಹೆಚ್ಚಿನ ಸಂಖ್ಯೆಯಲ್ಲಿ ವಾಹನಗಳು ಬಂದ ಹಿನ್ನೆಲೆ ಟ್ರಾಫಿಕ್ ಜಾಮ್ ಉಂಟಾಗಿ ಕಿಲೋ ಮೀಟರ್ ಗಟ್ಟಲೆ ವಾಹನಗಳು ಸಾಲಾಗಿ ನಿಂತುಕೊಳ್ಳುವ ದೃಶ್ಯ ಸಾಮಾನ್ಯವಾಗಿತ್ತು. ಟ್ರಾಫಿಕ್ ಜಾಮ್ ನಿಯಂತ್ರಣ ಮಾಡಲು ಅಲ್ಲಲ್ಲಿ ಮಲೆ ಮಹದೇಶ್ವರ ಬೆಟ್ಟದ ಪೊಲೀಸರು ನಿಂತು ವಾಹನಗಳನ್ನು ಸುಗಮವಾಗಿ ಸಂಚಾರ ಮಾಡಲು ಅನುವು ಮಾಡಿಕೊಡುತ್ತಿದ್ದರು. [596,170,728,242]
lead-byline: ಪ್ರತಿನಿಧಿ ವರದಿ ಹನೂರು [188,151,250,160]
zodiac-text: ತುಲಾ: ಯೋಜಿಸಿದ ಕಾರ್ಯಗಳು ಅನುಕೂಲಕರವಾಗಿ ಆಗುವವು. ಸಂಖ್ಯೆ 6, ಬಣ್ಣ-ಬಿಳಿ [29,439,169,456]
zodiac-text: ಸಿಂಹ: ಕುಟುಂಬದಲ್ಲಿ ಸೌಖ್ಯ. ಆರೋಗ್ಯದಲ್ಲಿ ಸುಧಾರಣೆ. ಸಂಖ್ಯೆ 1, ಬಣ್ಣ-ಕೆಂಪು. [29,385,175,402]
protest-headline: ಪ್ರತಿಭಟನಾ ನಿರತರ ಸಮಸ್ಯೆ ಆಲಿಸಿದ ಜಿಲ್ಲಾಧಿಕಾರಿ [458,494,767,518]
zodiac-text: ವೃಷಭ: ಸಹೋದ್ಯೋಗಿಗಳಿಂದ ಉಡುಗೊರೆ ಪಡೆಯುವಿರಿ. ಸಂಖ್ಯೆ 6, ಬಣ್ಣ-ಬಿಳಿ. [29,304,179,321]
zodiac-row [5,516,183,543]
protest-byline: ಪ್ರತಿನಿಧಿ ವರದಿ ಹನೂರು [458,523,520,532]
ticket-title: 500 ರೂ. ಟಿಕೆಟ್‌ಗೂ ಹೆಚ್ಚಿನ ಕ್ಯೂ [763,227,915,243]
meeting-story [463,770,743,942]
organic-byline: ಪ್ರತಿನಿಧಿ ವರದಿ ಗುಂಡ್ಲುಪೇಟೆ [5,1272,77,1281]
zodiac-sign-icon: ♉ [5,303,25,323]
sun-emblem-icon [9,143,47,181]
zodiac-row [5,543,183,570]
temple-crowd-photo [374,150,586,335]
astrologer-info: ಅರ್ಚಕರು, ಚೆಲುವನಾರಾಯಣ ಸ್ವಾಮಿ ದೇಗುಲ ಹನೂರು. ಮೊ. 9036333480 [11,192,131,208]
report-box-text: ಅಂಡೆ ಕುರುಬನ ದೊಡ್ಡಿ ಗ್ರಾಮದಲ್ಲಿ ಮಕ್ಕಳಿಗೆ ಶಾಲೆಗಳಿಗೆ ತೆರಳಲು ಬಸ್ ವ್ಯವಸ್ಥೆ ಇಲ್ಲದೆ ತುಂಬಾ ತೊಂದರೆ ಅನುಭವಿಸುತ್ತಿದ್ದು, ಜನವರಿ 7ರಂದು ಮಕ್ಕಳು ಮುಖ್ಯಮಂತ್ರಿಗೆ ಪತ್ರ ಬರೆದು ಗಮನ ಸೆಳೆದಿದ್ದರು. ತದನಂತರ ಜನವರಿ 8ರಂದು ಪ್ರತಿನಿಧಿ ಪತ್ರಿಕೆಯು ಬಸ್ ವ್ಯವಸ್ಥೆ ಕಲ್ಪಿಸಲು ಆಗ್ರಹ ಎಂಬ ಶೀರ್ಷಿಕೆಯಡಿಯಲ್ಲಿ ಸುದ್ದಿ ಪ್ರಕಟಣೆ ಮಾಡಿ ಅಧಿಕಾರಿಗಳು ಹಾಗೂ ಜನಪ್ರತಿನಿಧಿಗಳ ಗಮನ ಸೆಳೆದಿತ್ತು. ಇದಕ್ಕೆ ತಕ್ಷಣ ಕಾರ್ಯ ಪ್ರವೃತ್ತರಾದ ಶಾಸಕರು ಭಾನುವಾರ ಬಸ್ ಸಂಚಾರಕ್ಕೆ ಅನುಕೂಲ ಮಾಡಿಕೊಟ್ಟಿದ್ದಾರೆ. [194,713,319,803]
urulu-text: ಹರಕೆ ಹೊತ್ತ ಸಾವಿರಾರು ಭಕ್ತರು ಬಿಸಿಲಿನ ನಡುವೆಯೂ ಸಹ ನೀರಿನಲ್ಲಿ ಮಿಂದು ದೇವಾಲಯದ ಸುತ್ತಲೂ ಸಹ ಪ್ರದಕ್ಷಿಣೆ ಹಾಕುವ ಮೂಲಕ ಉರುಳು ಸೇವೆ ಮಾಡಿ ತಮ್ಮ ಭಕ್ತಿ ಸಮರ್ಪಿಸಿದರು. [192,244,282,289]
support-headline: ಸಾರ್ವಜನಿಕರಿಂದ ಪ್ರತಿಭಟನೆಗೆ ಬೆಂಬಲ [767,770,928,814]
zodiac-row [5,408,183,435]
zodiac-sign-icon: ♋ [5,357,25,377]
